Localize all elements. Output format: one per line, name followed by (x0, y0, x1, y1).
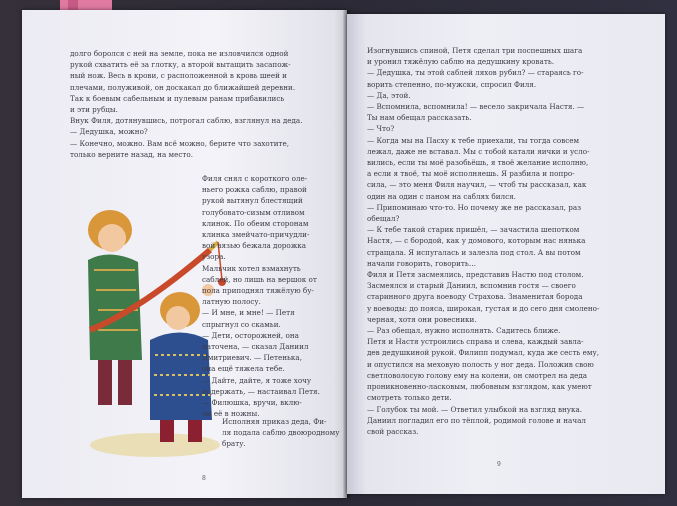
left-page-wrapped-text (202, 173, 347, 419)
text-line: — Раз обещал, нужно исполнять. Садитесь ближе. (367, 326, 561, 336)
text-line: чи её в ножны. (202, 409, 260, 419)
text-line: она ещё тяжела тебе. (202, 364, 285, 374)
text-line: Филя и Петя засмеялись, представив Настю под столом. (367, 270, 584, 280)
text-line: стращала. Я испугалась и залезла под стол. А вы потом (367, 247, 581, 257)
text-line: Мальчик хотел взмахнуть (202, 263, 301, 273)
text-line: долго боролся с ней на земле, пока не изловчился одной (70, 49, 289, 58)
text-line: старинного друга воеводу Страхова. Знаменитая борода (367, 292, 583, 302)
text-line: — Голубок ты мой. — Ответил улыбкой на взгляд внука. (367, 404, 583, 414)
left-page-top-text (70, 48, 347, 160)
text-line: плечами, полуживой, он доскакал до ближайшей деревни. (70, 82, 296, 92)
text-line: и опустился на меховую полость у ног деда. Положив свою (367, 359, 594, 369)
text-line: рукой схватить её за глотку, а второй вытащить засапож- (70, 60, 291, 70)
text-line: Настя, — с бородой, как у домового, которым нас нянька (367, 236, 586, 246)
text-line: ный нож. Весь в крови, с расположенной в кровь шеей и (70, 71, 287, 81)
text-line: спрыгнул со скамьи. (202, 319, 281, 329)
text-line: Засмеялся и старый Даниил, вспомнив гостя — своего (367, 281, 576, 291)
text-line: светловолосую голову ему на колени, он смотрел на деда (367, 370, 588, 380)
text-line: — Да, этой. (367, 90, 411, 100)
text-line: клинок. По обеим сторонам (202, 218, 309, 228)
text-line: узора. (202, 252, 226, 262)
text-line: лежал, даже не вставал. Мы с тобой катали яички и усло- (367, 146, 590, 156)
text-line: подержать, — настаивал Петя. (202, 386, 320, 396)
text-line: Дмитриевич. — Петенька, (202, 353, 302, 363)
text-line: а если я твоё, ты моё исполняешь. Я разбила и попро- (367, 169, 575, 179)
text-line: рукой вытянул блестящий (202, 196, 303, 206)
left-page-number: 8 (202, 475, 206, 482)
right-page-text (367, 45, 657, 437)
left-page (22, 10, 347, 498)
text-line: Внук Филя, дотянувшись, потрогал саблю, взглянул на деда. (70, 116, 303, 126)
right-page (347, 14, 665, 494)
text-line: — К тебе такой старик пришёл, — зачастила шепотком (367, 225, 580, 235)
text-line: дев дедушкиной рукой. Филипп подумал, куда же сесть ему, (367, 348, 599, 358)
text-line: Изогнувшись спиной, Петя сделал три поспешных шага (367, 46, 583, 55)
text-line: Петя и Настя устроились справа и слева, каждый завла- (367, 337, 584, 347)
text-line: — Вспомнила, вспомнила! — весело закричала Настя. — (367, 102, 585, 112)
text-line: брату. (222, 439, 246, 449)
text-line: — Дайте, дайте, я тоже хочу (202, 375, 312, 385)
text-line: свой рассказ. (367, 426, 419, 436)
text-line: Ты нам обещал рассказать. (367, 113, 472, 123)
text-line: — Дети, осторожней, она (202, 330, 299, 340)
text-line: у воеводы: до пояса, широкая, густая и до сего дня смолено- (367, 303, 600, 313)
text-line: наточена, — сказал Даниил (202, 342, 309, 352)
text-line: — Конечно, можно. Вам всё можно, берите что захотите, (70, 138, 290, 148)
text-line: голубовато-сизым отливом (202, 207, 305, 217)
text-line: Так к боевым сабельным и пулевым ранам прибавились (70, 93, 285, 103)
text-line: и уронил тяжёлую саблю на дедушкину кровать. (367, 57, 555, 67)
text-line: смотреть только дети. (367, 393, 452, 403)
text-line: ля подала саблю двоюродному (222, 428, 340, 438)
text-line: пола приподнял тяжёлую бу- (202, 286, 314, 296)
text-line: — Припоминаю что-то. Но почему же не рассказал, раз (367, 202, 582, 212)
text-line: вились, если ты моё разобьёшь, я твоё желание исполню, (367, 158, 589, 168)
text-line: ворить степенно, по-мужски, спросил Филя. (367, 79, 537, 89)
text-line: начали говорить, говорить… (367, 258, 477, 268)
text-line: проникновенно-ласковым, любовным взглядом, как умеют (367, 382, 592, 392)
left-page-bottom-text (222, 416, 347, 450)
text-line: обещал? (367, 214, 400, 224)
text-line: один на один с паном на саблях бился. (367, 191, 516, 201)
text-line: — Дедушка, можно? (70, 127, 148, 137)
text-line: — И мне, и мне! — Петя (202, 308, 295, 318)
text-line: черная, хотя они ровесники. (367, 314, 477, 324)
text-line: и эти рубцы. (70, 105, 118, 115)
text-line: Филя снял с короткого оле- (202, 174, 308, 183)
text-line: Исполняя приказ деда, Фи- (222, 417, 327, 426)
text-line: — Когда мы на Пасху к тебе приехали, ты тогда совсем (367, 135, 580, 145)
text-line: — Что? (367, 124, 395, 134)
text-line: — Филюшка, вручи, вклю- (202, 398, 302, 408)
text-line: латную полосу. (202, 297, 261, 307)
text-line: ньего рожка саблю, правой (202, 185, 307, 195)
text-line: только верните назад, на место. (70, 149, 193, 159)
text-line: клинка змейчато-причудли- (202, 230, 310, 240)
text-line: вой вязью бежала дорожка (202, 241, 307, 251)
right-page-number: 9 (497, 461, 501, 468)
text-line: саблей, но лишь на вершок от (202, 274, 317, 284)
text-line: сила, — это меня Филя научил, — чтоб ты рассказал, как (367, 180, 587, 190)
text-line: Даниил погладил его по тёплой, родимой голове и начал (367, 415, 586, 425)
text-line: — Дедушка, ты этой саблей ляхов рубил? — стараясь го- (367, 68, 584, 78)
